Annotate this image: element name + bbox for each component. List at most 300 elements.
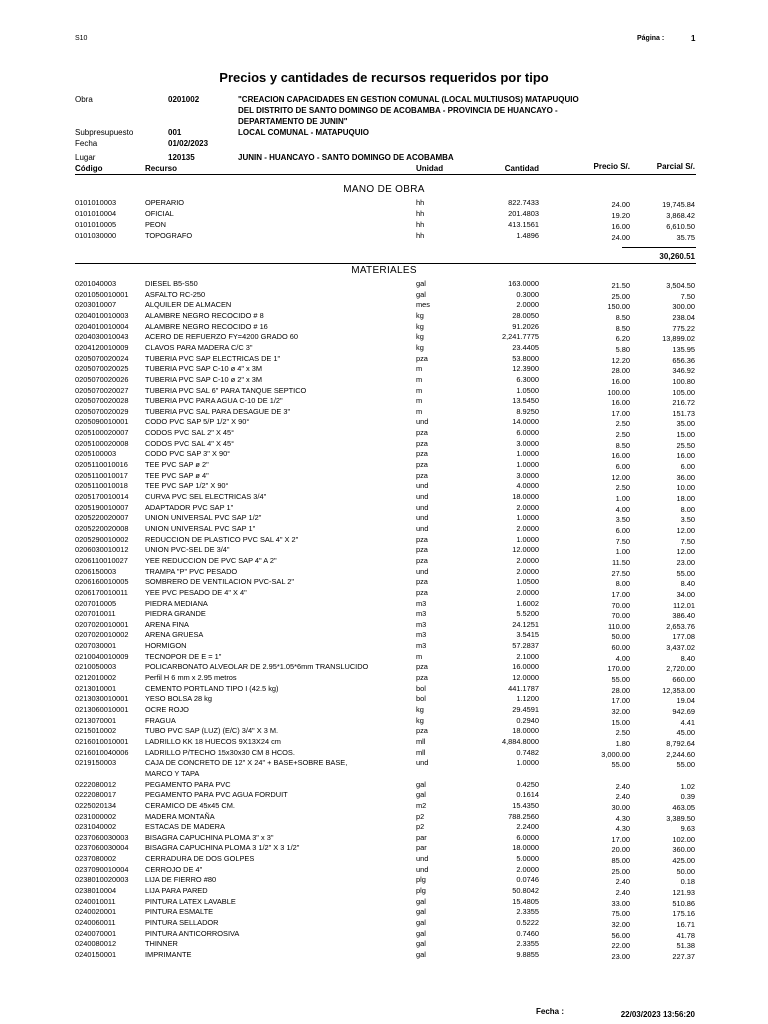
precio-cell: 2.50 bbox=[615, 728, 630, 738]
unidad-cell: gal bbox=[416, 918, 426, 927]
recurso-cell: ALAMBRE NEGRO RECOCIDO # 16 bbox=[145, 321, 268, 331]
parcial-cell: 510.86 bbox=[672, 898, 695, 908]
precio-cell: 3.50 bbox=[615, 515, 630, 525]
cantidad-cell: 3.0000 bbox=[516, 470, 539, 480]
parcial-cell: 18.00 bbox=[676, 494, 695, 503]
codigo-cell: 0205110010016 bbox=[75, 460, 128, 470]
precio-cell: 2.40 bbox=[615, 792, 630, 802]
subpresupuesto-label: Subpresupuesto bbox=[75, 128, 134, 137]
table-row bbox=[0, 758, 768, 769]
unidad-cell: gal bbox=[416, 907, 426, 917]
unidad-cell: gal bbox=[416, 928, 426, 938]
table-row bbox=[0, 375, 768, 386]
unidad-cell: plg bbox=[416, 875, 426, 885]
obra-label: Obra bbox=[75, 95, 93, 104]
report-code: S10 bbox=[75, 35, 88, 42]
cantidad-cell: 2.0000 bbox=[516, 502, 539, 512]
table-row bbox=[0, 513, 768, 524]
column-header-precio: Precio S/. bbox=[593, 162, 630, 171]
cantidad-cell: 163.0000 bbox=[508, 279, 539, 288]
codigo-cell: 0205110010018 bbox=[75, 481, 128, 491]
table-row bbox=[0, 524, 768, 535]
table-row bbox=[0, 684, 768, 695]
codigo-cell: 0238010004 bbox=[75, 886, 117, 896]
recurso-cell: PINTURA SELLADOR bbox=[145, 918, 219, 927]
recurso-cell: ARENA FINA bbox=[145, 619, 189, 629]
unidad-cell: p2 bbox=[416, 822, 425, 832]
parcial-cell: 3,504.50 bbox=[666, 281, 695, 290]
parcial-cell: 660.00 bbox=[672, 675, 695, 685]
parcial-cell: 13,899.02 bbox=[662, 334, 695, 344]
unidad-cell: bol bbox=[416, 694, 426, 704]
recurso-cell: SOMBRERO DE VENTILACION PVC-SAL 2" bbox=[145, 577, 294, 587]
cantidad-cell: 1.0000 bbox=[516, 534, 539, 544]
parcial-cell: 50.00 bbox=[676, 866, 695, 876]
precio-cell: 4.30 bbox=[615, 824, 630, 834]
unidad-cell: m3 bbox=[416, 609, 427, 619]
recurso-cell: IMPRIMANTE bbox=[145, 949, 192, 959]
parcial-cell: 425.00 bbox=[672, 856, 695, 866]
subpresupuesto-description: LOCAL COMUNAL - MATAPUQUIO bbox=[238, 128, 369, 137]
cantidad-cell: 0.7482 bbox=[516, 747, 539, 757]
precio-cell: 8.50 bbox=[615, 312, 630, 322]
cantidad-cell: 29.4591 bbox=[512, 705, 539, 714]
parcial-cell: 41.78 bbox=[676, 930, 695, 940]
codigo-cell: 0205170010014 bbox=[75, 492, 129, 501]
precio-cell: 4.30 bbox=[615, 813, 630, 823]
precio-cell: 8.50 bbox=[615, 323, 630, 333]
precio-cell: 2.40 bbox=[615, 781, 630, 791]
unidad-cell: mll bbox=[416, 736, 426, 746]
cantidad-cell: 0.0746 bbox=[516, 875, 539, 885]
parcial-cell: 3,868.42 bbox=[666, 211, 695, 221]
codigo-cell: 0207010005 bbox=[75, 598, 117, 608]
unidad-cell: und bbox=[416, 502, 429, 512]
table-row bbox=[0, 209, 768, 220]
codigo-cell: 0205220020008 bbox=[75, 523, 129, 533]
unidad-cell: pza bbox=[416, 587, 428, 597]
precio-cell: 55.00 bbox=[611, 675, 630, 685]
table-row bbox=[0, 428, 768, 439]
cantidad-cell: 3.0000 bbox=[516, 438, 539, 448]
precio-cell: 12.20 bbox=[611, 355, 630, 365]
precio-cell: 2.50 bbox=[615, 483, 630, 493]
precio-cell: 28.00 bbox=[611, 366, 630, 376]
unidad-cell: p2 bbox=[416, 811, 425, 821]
parcial-cell: 105.00 bbox=[672, 387, 695, 397]
table-row bbox=[0, 535, 768, 546]
codigo-cell: 0206110010027 bbox=[75, 555, 128, 565]
recurso-cell: CERROJO DE 4" bbox=[145, 864, 203, 874]
precio-cell: 19.20 bbox=[611, 211, 630, 221]
codigo-cell: 0237080002 bbox=[75, 854, 117, 864]
recurso-cell: TUBERIA PVC SAL PARA DESAGUE DE 3" bbox=[145, 406, 291, 416]
codigo-cell: 0238010020003 bbox=[75, 875, 129, 885]
unidad-cell: pza bbox=[416, 460, 428, 470]
cantidad-cell: 53.8000 bbox=[512, 353, 539, 363]
unidad-cell: hh bbox=[416, 220, 425, 230]
precio-cell: 15.00 bbox=[611, 717, 630, 727]
table-row bbox=[0, 790, 768, 801]
cantidad-cell: 13.5450 bbox=[512, 396, 539, 406]
codigo-cell: 0205100020007 bbox=[75, 428, 129, 438]
table-row bbox=[0, 737, 768, 748]
recurso-cell: REDUCCION DE PLASTICO PVC SAL 4" X 2" bbox=[145, 534, 299, 544]
parcial-cell: 15.00 bbox=[676, 430, 695, 440]
codigo-cell: 0205100003 bbox=[75, 449, 117, 459]
codigo-cell: 0205070020028 bbox=[75, 396, 129, 406]
codigo-cell: 0237060030003 bbox=[75, 832, 129, 842]
parcial-cell: 112.01 bbox=[672, 600, 695, 610]
table-row bbox=[0, 769, 768, 780]
cantidad-cell: 9.8855 bbox=[516, 949, 539, 959]
cantidad-cell: 2.0000 bbox=[516, 587, 539, 597]
parcial-cell: 7.50 bbox=[680, 536, 695, 546]
codigo-cell: 0207030001 bbox=[75, 641, 117, 651]
precio-cell: 8.50 bbox=[615, 440, 630, 450]
precio-cell: 21.50 bbox=[611, 281, 630, 290]
codigo-cell: 0203010007 bbox=[75, 300, 117, 310]
parcial-cell: 8,792.64 bbox=[666, 738, 695, 748]
table-row bbox=[0, 567, 768, 578]
table-row bbox=[0, 886, 768, 897]
table-row bbox=[0, 279, 768, 290]
unidad-cell: hh bbox=[416, 231, 425, 241]
unidad-cell: pza bbox=[416, 662, 428, 672]
table-row bbox=[0, 439, 768, 450]
cantidad-cell: 16.0000 bbox=[512, 662, 539, 672]
recurso-cell: OPERARIO bbox=[145, 198, 185, 207]
unidad-cell: kg bbox=[416, 342, 424, 352]
codigo-cell: 0204120010009 bbox=[75, 342, 129, 352]
codigo-cell: 0216010040006 bbox=[75, 747, 129, 757]
table-row bbox=[0, 662, 768, 673]
recurso-cell: CEMENTO PORTLAND TIPO I (42.5 kg) bbox=[145, 683, 279, 693]
precio-cell: 33.00 bbox=[611, 898, 630, 908]
cantidad-cell: 2.3355 bbox=[516, 939, 539, 949]
parcial-cell: 10.00 bbox=[676, 483, 695, 493]
cantidad-cell: 2.0000 bbox=[516, 864, 539, 874]
recurso-cell: TUBERIA PVC SAL 6" PARA TANQUE SEPTICO bbox=[145, 385, 307, 395]
codigo-cell: 0222080017 bbox=[75, 790, 117, 800]
codigo-cell: 0201040003 bbox=[75, 279, 117, 288]
cantidad-cell: 1.4896 bbox=[516, 231, 539, 241]
precio-cell: 1.80 bbox=[615, 738, 630, 748]
recurso-cell: CODOS PVC SAL 4" X 45° bbox=[145, 438, 235, 448]
lugar-code: 120135 bbox=[168, 153, 195, 162]
unidad-cell: pza bbox=[416, 353, 428, 363]
cantidad-cell: 1.0000 bbox=[516, 758, 539, 768]
precio-cell: 6.00 bbox=[615, 462, 630, 472]
cantidad-cell: 2.0000 bbox=[516, 555, 539, 565]
recurso-cell: PINTURA LATEX LAVABLE bbox=[145, 896, 236, 906]
codigo-cell: 0225020134 bbox=[75, 800, 117, 810]
precio-cell: 2.40 bbox=[615, 888, 630, 898]
recurso-cell: PIEDRA MEDIANA bbox=[145, 598, 208, 608]
table-row bbox=[0, 396, 768, 407]
unidad-cell: gal bbox=[416, 939, 426, 949]
obra-code: 0201002 bbox=[168, 95, 200, 104]
unidad-cell: und bbox=[416, 864, 429, 874]
table-row bbox=[0, 630, 768, 641]
recurso-cell: OFICIAL bbox=[145, 209, 174, 219]
unidad-cell: pza bbox=[416, 438, 428, 448]
unidad-cell: m3 bbox=[416, 619, 427, 629]
cantidad-cell: 12.0000 bbox=[512, 545, 539, 555]
recurso-cell: YESO BOLSA 28 kg bbox=[145, 694, 212, 704]
codigo-cell: 0205070020025 bbox=[75, 364, 129, 374]
codigo-cell: 0210050003 bbox=[75, 662, 117, 672]
codigo-cell: 0206160010005 bbox=[75, 577, 129, 587]
table-row bbox=[0, 332, 768, 343]
table-row bbox=[0, 843, 768, 854]
table-row bbox=[0, 609, 768, 620]
codigo-cell: 0240080012 bbox=[75, 939, 117, 949]
codigo-cell: 0219150003 bbox=[75, 758, 117, 768]
parcial-cell: 45.00 bbox=[676, 728, 695, 738]
codigo-cell: 0204030010043 bbox=[75, 332, 129, 342]
recurso-cell: UNION PVC-SEL DE 3/4" bbox=[145, 545, 230, 555]
cantidad-cell: 2.1000 bbox=[516, 651, 539, 661]
recurso-cell: ESTACAS DE MADERA bbox=[145, 822, 225, 832]
table-row bbox=[0, 620, 768, 631]
precio-cell: 24.00 bbox=[611, 233, 630, 243]
precio-cell: 85.00 bbox=[611, 856, 630, 866]
column-header-unidad: Unidad bbox=[416, 164, 444, 173]
cantidad-cell: 4,884.8000 bbox=[502, 736, 539, 746]
precio-cell: 16.00 bbox=[611, 451, 630, 461]
unidad-cell: pza bbox=[416, 449, 428, 459]
codigo-cell: 0207010011 bbox=[75, 609, 116, 619]
parcial-cell: 36.00 bbox=[676, 472, 695, 482]
unidad-cell: und bbox=[416, 566, 429, 576]
table-row bbox=[0, 726, 768, 737]
table-row bbox=[0, 460, 768, 471]
precio-cell: 70.00 bbox=[611, 600, 630, 610]
parcial-cell: 0.39 bbox=[680, 792, 695, 802]
parcial-cell: 4.41 bbox=[680, 717, 695, 727]
cantidad-cell: 6.0000 bbox=[516, 428, 539, 438]
precio-cell: 16.00 bbox=[611, 376, 630, 386]
parcial-cell: 121.93 bbox=[672, 888, 695, 898]
parcial-cell: 0.18 bbox=[680, 877, 695, 887]
precio-cell: 27.50 bbox=[611, 568, 630, 578]
unidad-cell: und bbox=[416, 758, 429, 768]
precio-cell: 2.40 bbox=[615, 877, 630, 887]
parcial-cell: 25.50 bbox=[676, 440, 695, 450]
recurso-cell: BISAGRA CAPUCHINA PLOMA 3 1/2" X 3 1/2" bbox=[145, 843, 300, 853]
footer-fecha-value: 22/03/2023 13:56:20 bbox=[620, 1010, 695, 1019]
table-row bbox=[0, 833, 768, 844]
table-row bbox=[0, 198, 768, 209]
unidad-cell: m2 bbox=[416, 800, 427, 810]
precio-cell: 32.00 bbox=[611, 707, 630, 716]
recurso-cell: CAJA DE CONCRETO DE 12" X 24" + BASE+SOBRE BASE, bbox=[145, 758, 348, 768]
parcial-cell: 177.08 bbox=[672, 632, 695, 642]
cantidad-cell: 15.4350 bbox=[512, 800, 539, 810]
parcial-cell: 346.92 bbox=[672, 366, 695, 376]
cantidad-cell: 0.7460 bbox=[516, 928, 539, 938]
cantidad-cell: 8.9250 bbox=[516, 406, 539, 416]
parcial-cell: 12.00 bbox=[676, 547, 695, 557]
precio-cell: 3,000.00 bbox=[601, 749, 630, 759]
codigo-cell: 0206170010011 bbox=[75, 587, 128, 597]
parcial-cell: 51.38 bbox=[676, 941, 695, 951]
precio-cell: 17.00 bbox=[611, 589, 630, 599]
table-row bbox=[0, 599, 768, 610]
table-row bbox=[0, 875, 768, 886]
cantidad-cell: 1.0000 bbox=[516, 460, 539, 470]
table-row bbox=[0, 705, 768, 716]
table-row bbox=[0, 577, 768, 588]
recurso-cell: TUBERIA PVC SAP ELECTRICAS DE 1" bbox=[145, 353, 281, 363]
cantidad-cell: 14.0000 bbox=[512, 417, 539, 427]
recurso-cell: ALAMBRE NEGRO RECOCIDO # 8 bbox=[145, 310, 264, 320]
unidad-cell: bol bbox=[416, 683, 426, 693]
section-title-mano-de-obra: MANO DE OBRA bbox=[343, 184, 425, 195]
precio-cell: 17.00 bbox=[611, 696, 630, 706]
table-row bbox=[0, 449, 768, 460]
codigo-cell: 0101030000 bbox=[75, 231, 117, 241]
table-row bbox=[0, 812, 768, 823]
parcial-cell: 102.00 bbox=[672, 834, 695, 844]
recurso-cell: ALQUILER DE ALMACEN bbox=[145, 300, 232, 310]
codigo-cell: 0205070020027 bbox=[75, 385, 129, 395]
recurso-cell: Perfil H 6 mm x 2.95 metros bbox=[145, 673, 237, 683]
table-row bbox=[0, 950, 768, 961]
table-row bbox=[0, 311, 768, 322]
recurso-cell: LADRILLO KK 18 HUECOS 9X13X24 cm bbox=[145, 736, 281, 746]
table-row bbox=[0, 322, 768, 333]
unidad-cell: kg bbox=[416, 715, 424, 725]
parcial-cell: 100.80 bbox=[672, 376, 695, 386]
cantidad-cell: 2.0000 bbox=[516, 300, 539, 310]
parcial-cell: 34.00 bbox=[676, 589, 695, 599]
parcial-cell: 9.63 bbox=[680, 824, 695, 834]
parcial-cell: 2,244.60 bbox=[666, 749, 695, 759]
codigo-cell: 0205070020024 bbox=[75, 353, 129, 363]
table-row bbox=[0, 354, 768, 365]
precio-cell: 70.00 bbox=[611, 611, 630, 621]
recurso-cell: BISAGRA CAPUCHINA PLOMA 3" x 3" bbox=[145, 832, 274, 842]
unidad-cell: hh bbox=[416, 209, 425, 219]
unidad-cell: gal bbox=[416, 896, 426, 906]
cantidad-cell: 2.2400 bbox=[516, 822, 539, 832]
parcial-cell: 135.95 bbox=[672, 344, 695, 354]
codigo-cell: 0215010002 bbox=[75, 726, 117, 736]
unidad-cell: pza bbox=[416, 428, 428, 438]
parcial-cell: 238.04 bbox=[672, 312, 695, 322]
table-row bbox=[0, 939, 768, 950]
recurso-cell: TOPOGRAFO bbox=[145, 231, 193, 241]
recurso-cell: ADAPTADOR PVC SAP 1" bbox=[145, 502, 234, 512]
lugar-description: JUNIN - HUANCAYO - SANTO DOMINGO DE ACOBAMBA bbox=[238, 153, 454, 162]
precio-cell: 30.00 bbox=[611, 802, 630, 812]
precio-cell: 7.50 bbox=[615, 536, 630, 546]
precio-cell: 6.20 bbox=[615, 334, 630, 344]
precio-cell: 1.00 bbox=[615, 547, 630, 557]
unidad-cell: und bbox=[416, 481, 429, 491]
parcial-cell: 6,610.50 bbox=[666, 222, 695, 232]
cantidad-cell: 1.0500 bbox=[516, 577, 539, 587]
recurso-cell: PINTURA ESMALTE bbox=[145, 907, 214, 917]
table-row bbox=[0, 290, 768, 301]
table-row bbox=[0, 556, 768, 567]
codigo-cell: 0240070001 bbox=[75, 928, 117, 938]
cantidad-cell: 1.0000 bbox=[516, 449, 539, 459]
parcial-cell: 23.00 bbox=[676, 557, 695, 567]
cantidad-cell: 24.1251 bbox=[512, 619, 539, 629]
recurso-cell: TUBERIA PVC SAP C-10 ø 4" x 3M bbox=[145, 364, 263, 374]
parcial-cell: 8.40 bbox=[680, 653, 695, 663]
parcial-cell: 8.40 bbox=[680, 579, 695, 589]
table-row bbox=[0, 231, 768, 242]
parcial-cell: 3,389.50 bbox=[666, 813, 695, 823]
cantidad-cell: 91.2026 bbox=[512, 321, 539, 331]
unidad-cell: gal bbox=[416, 279, 426, 288]
table-row bbox=[0, 386, 768, 397]
recurso-cell: CERRADURA DE DOS GOLPES bbox=[145, 854, 255, 864]
unidad-cell: gal bbox=[416, 949, 426, 959]
precio-cell: 60.00 bbox=[611, 643, 630, 653]
cantidad-cell: 822.7433 bbox=[508, 198, 539, 207]
cantidad-cell: 201.4803 bbox=[508, 209, 539, 219]
recurso-cell: TECNOPOR DE E = 1" bbox=[145, 651, 222, 661]
table-row bbox=[0, 641, 768, 652]
unidad-cell: par bbox=[416, 843, 427, 853]
codigo-cell: 0237090010004 bbox=[75, 864, 129, 874]
unidad-cell: und bbox=[416, 513, 429, 523]
table-row bbox=[0, 492, 768, 503]
cantidad-cell: 18.0000 bbox=[512, 726, 539, 736]
table-row bbox=[0, 343, 768, 354]
fecha-value: 01/02/2023 bbox=[168, 139, 209, 148]
cantidad-cell: 1.6002 bbox=[516, 598, 539, 608]
parcial-cell: 2,720.00 bbox=[666, 664, 695, 674]
unidad-cell: pza bbox=[416, 555, 428, 565]
cantidad-cell: 5.5200 bbox=[516, 609, 539, 619]
fecha-label: Fecha bbox=[75, 139, 98, 148]
cantidad-cell: 6.3000 bbox=[516, 374, 539, 384]
parcial-cell: 300.00 bbox=[672, 302, 695, 312]
cantidad-cell: 413.1561 bbox=[508, 220, 539, 230]
codigo-cell: 0213010001 bbox=[75, 683, 117, 693]
unidad-cell: kg bbox=[416, 310, 424, 320]
table-row bbox=[0, 220, 768, 231]
codigo-cell: 0206030010012 bbox=[75, 545, 129, 555]
unidad-cell: plg bbox=[416, 886, 426, 896]
table-row bbox=[0, 694, 768, 705]
precio-cell: 2.50 bbox=[615, 430, 630, 440]
recurso-cell: TRAMPA "P" PVC PESADO bbox=[145, 566, 238, 576]
table-row bbox=[0, 673, 768, 684]
header-divider bbox=[75, 174, 696, 175]
parcial-cell: 19.04 bbox=[676, 696, 695, 706]
parcial-cell: 7.50 bbox=[680, 291, 695, 301]
recurso-cell: TEE PVC SAP ø 4" bbox=[145, 470, 209, 480]
unidad-cell: und bbox=[416, 854, 429, 864]
recurso-cell: POLICARBONATO ALVEOLAR DE 2.95*1.05*6mm TRANSLUCIDO bbox=[145, 662, 369, 672]
mano-de-obra-total-divider bbox=[622, 247, 696, 248]
parcial-cell: 463.05 bbox=[672, 802, 695, 812]
unidad-cell: kg bbox=[416, 332, 424, 342]
cantidad-cell: 0.2940 bbox=[516, 715, 539, 725]
parcial-cell: 19,745.84 bbox=[662, 200, 695, 209]
mano-de-obra-total: 30,260.51 bbox=[659, 252, 695, 261]
precio-cell: 75.00 bbox=[611, 909, 630, 919]
unidad-cell: gal bbox=[416, 779, 426, 789]
recurso-cell: LIJA DE FIERRO #80 bbox=[145, 875, 217, 885]
